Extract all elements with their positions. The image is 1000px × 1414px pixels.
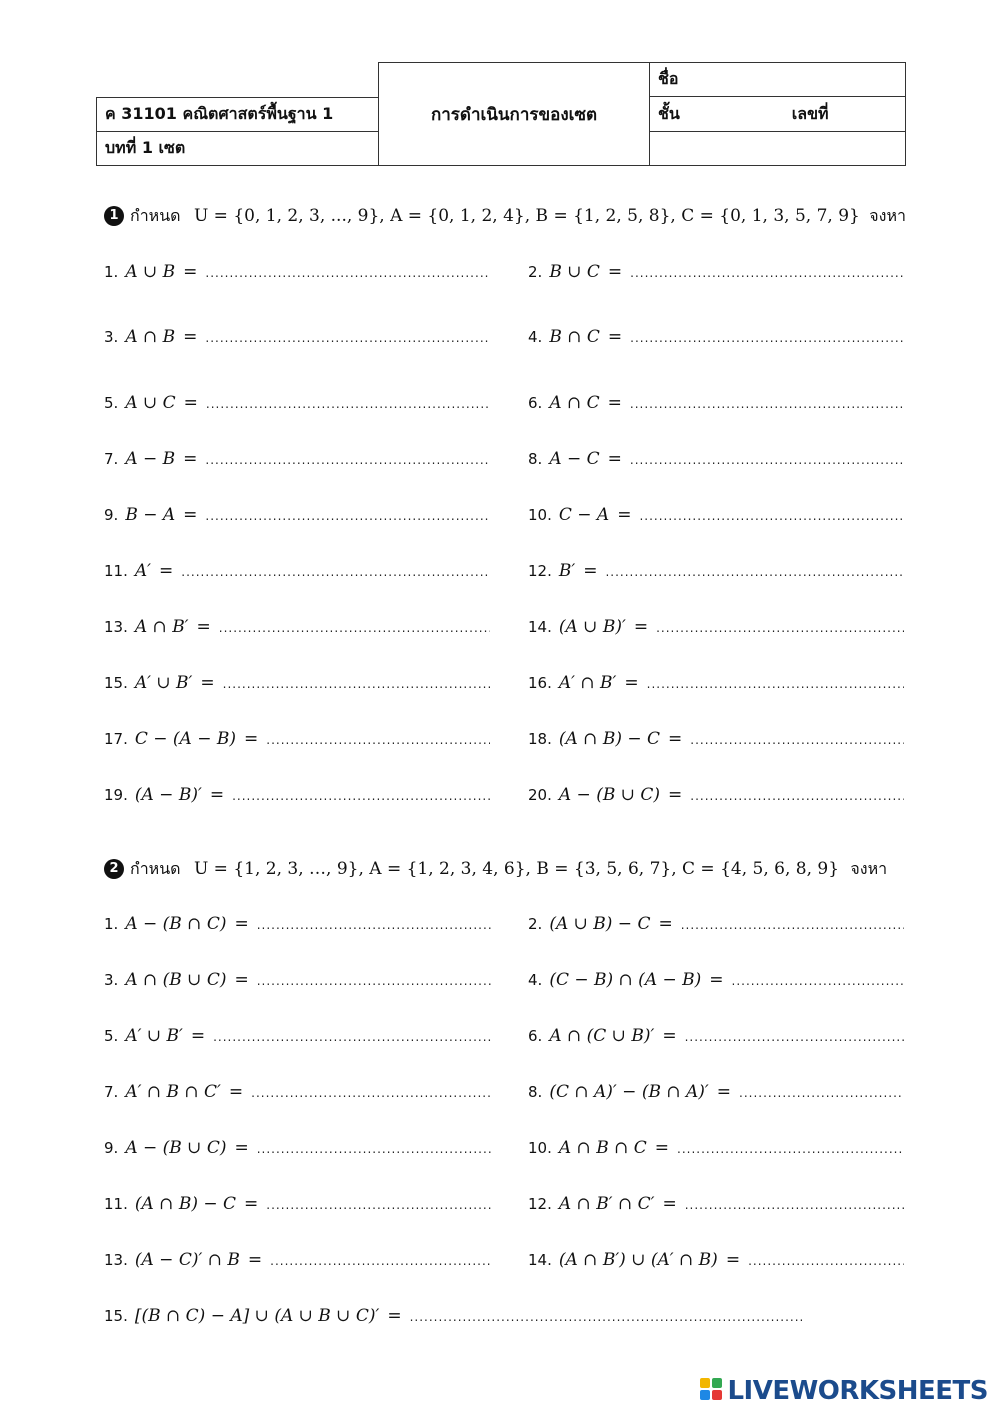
section2-intro: กำหนด [130, 859, 181, 878]
equals-sign: = [725, 1250, 741, 1270]
question-expression: A ∩ (B ∪ C) [125, 970, 227, 990]
question-row [104, 1138, 492, 1162]
question-row [528, 327, 904, 351]
question-expression: A′ [134, 561, 151, 581]
question-expression: (A ∪ B)′ [558, 617, 626, 637]
question-row [104, 327, 490, 351]
question-expression: B ∪ C [549, 262, 600, 282]
question-number: 5. [104, 1027, 119, 1045]
question-expression: A′ ∪ B′ [125, 1026, 183, 1046]
question-number: 12. [528, 1195, 552, 1213]
header-table [96, 62, 906, 166]
question-row [104, 1306, 802, 1330]
question-expression: A′ ∪ B′ [134, 673, 193, 693]
question-number: 8. [528, 450, 543, 468]
equals-sign: = [196, 617, 211, 637]
answer-input[interactable] [732, 972, 904, 990]
answer-input[interactable] [630, 329, 904, 347]
equals-sign: = [668, 785, 683, 805]
question-expression: A − C [549, 449, 600, 469]
question-number: 10. [528, 1139, 552, 1157]
answer-input[interactable] [639, 507, 904, 525]
answer-input[interactable] [257, 1140, 492, 1158]
section2-definition: U = {1, 2, 3, …, 9}, A = {1, 2, 3, 4, 6}, B = {3, 5, 6, 7}, C = {4, 5, 6, 8, 9} [193, 859, 840, 879]
question-number: 18. [528, 730, 552, 748]
equals-sign: = [607, 393, 622, 413]
question-expression: A′ ∩ B ∩ C′ [125, 1082, 221, 1102]
question-row [104, 1082, 492, 1106]
logo-mark-icon [700, 1378, 724, 1404]
question-row [528, 617, 904, 641]
question-number: 11. [104, 562, 128, 580]
section1-outro: จงหา [869, 206, 906, 225]
question-expression: A − (B ∩ C) [125, 914, 227, 934]
class-number-cell [649, 96, 906, 132]
equals-sign: = [607, 327, 623, 347]
question-number: 19. [104, 786, 128, 804]
question-row [104, 1194, 492, 1218]
answer-input[interactable] [630, 395, 904, 413]
section2-bullet: 2 [104, 859, 124, 879]
question-expression: A − (B ∪ C) [558, 785, 661, 805]
equals-sign: = [668, 729, 683, 749]
answer-input[interactable] [206, 395, 490, 413]
question-row [528, 1138, 904, 1162]
answer-input[interactable] [410, 1308, 802, 1326]
equals-sign: = [244, 1194, 259, 1214]
question-row [104, 673, 490, 697]
question-expression: (A ∩ B′) ∪ (A′ ∩ B) [558, 1250, 718, 1270]
topic-cell: การดำเนินการของเซต [378, 62, 650, 166]
answer-input[interactable] [232, 787, 490, 805]
answer-input[interactable] [223, 675, 490, 693]
answer-input[interactable] [739, 1084, 904, 1102]
question-row [104, 729, 490, 753]
answer-input[interactable] [605, 563, 904, 581]
question-expression: A ∩ B ∩ C [558, 1138, 647, 1158]
answer-input[interactable] [251, 1084, 492, 1102]
section1-definition: U = {0, 1, 2, 3, ..., 9}, A = {0, 1, 2, 4}, B = {1, 2, 5, 8}, C = {0, 1, 3, 5, 7, 9} [193, 206, 860, 226]
question-row [104, 970, 492, 994]
question-row [528, 1194, 904, 1218]
name-cell [649, 62, 906, 97]
section2-outro: จงหา [850, 859, 888, 878]
question-row [104, 785, 490, 809]
question-row [528, 1082, 904, 1106]
question-expression: A ∩ B [125, 327, 176, 347]
answer-input[interactable] [266, 731, 490, 749]
question-number: 13. [104, 618, 128, 636]
answer-input[interactable] [647, 675, 904, 693]
question-number: 6. [528, 394, 543, 412]
equals-sign: = [247, 1250, 263, 1270]
question-number: 7. [104, 450, 119, 468]
equals-sign: = [607, 262, 623, 282]
question-row [528, 1250, 904, 1274]
section1-bullet: 1 [104, 206, 124, 226]
question-row [528, 449, 904, 473]
answer-input[interactable] [270, 1252, 492, 1270]
equals-sign: = [183, 262, 198, 282]
equals-sign: = [183, 393, 198, 413]
equals-sign: = [234, 970, 249, 990]
question-row [528, 914, 904, 938]
question-number: 4. [528, 328, 543, 346]
answer-input[interactable] [690, 787, 904, 805]
question-row [104, 1026, 492, 1050]
question-number: 6. [528, 1027, 543, 1045]
question-expression: C − A [558, 505, 610, 525]
question-number: 8. [528, 1083, 543, 1101]
question-row [104, 393, 490, 417]
question-row [104, 1250, 492, 1274]
equals-sign: = [633, 617, 649, 637]
answer-input[interactable] [181, 563, 490, 581]
question-row [528, 785, 904, 809]
equals-sign: = [387, 1306, 402, 1326]
question-expression: A ∩ C [549, 393, 600, 413]
question-expression: A ∪ B [125, 262, 176, 282]
question-number: 1. [104, 915, 119, 933]
equals-sign: = [583, 561, 598, 581]
answer-input[interactable] [205, 507, 490, 525]
liveworksheets-logo [700, 1376, 988, 1406]
answer-input[interactable] [685, 1028, 904, 1046]
question-number: 15. [104, 674, 128, 692]
answer-input[interactable] [681, 916, 904, 934]
logo-text: LIVEWORKSHEETS [727, 1376, 988, 1406]
question-number: 7. [104, 1083, 119, 1101]
question-row [528, 262, 904, 286]
answer-input[interactable] [630, 451, 904, 469]
question-row [104, 449, 490, 473]
question-row [528, 729, 904, 753]
question-number: 9. [104, 1139, 119, 1157]
question-number: 14. [528, 1251, 552, 1269]
equals-sign: = [624, 673, 639, 693]
question-number: 3. [104, 328, 119, 346]
question-number: 13. [104, 1251, 128, 1269]
course-cell: ค 31101 คณิตศาสตร์พื้นฐาน 1 [96, 97, 379, 132]
question-row [528, 1026, 904, 1050]
answer-input[interactable] [213, 1028, 492, 1046]
question-row [528, 673, 904, 697]
question-expression: (C ∩ A)′ − (B ∩ A)′ [549, 1082, 709, 1102]
name-label: ชื่อ [658, 69, 679, 88]
answer-input[interactable] [205, 264, 490, 282]
question-number: 14. [528, 618, 552, 636]
section1-intro: กำหนด [130, 206, 181, 225]
question-number: 4. [528, 971, 543, 989]
question-row [104, 914, 492, 938]
question-number: 10. [528, 506, 552, 524]
question-expression: A − B [125, 449, 176, 469]
question-row [104, 617, 490, 641]
question-number: 3. [104, 971, 119, 989]
question-expression: (A ∪ B) − C [549, 914, 651, 934]
answer-input[interactable] [266, 1196, 492, 1214]
blank-cell [649, 131, 906, 166]
chapter-cell: บทที่ 1 เซต [96, 131, 379, 166]
question-row [104, 262, 490, 286]
section1-title [104, 204, 906, 229]
class-label: ชั้น [658, 103, 680, 123]
question-number: 2. [528, 263, 543, 281]
answer-input[interactable] [685, 1196, 904, 1214]
question-number: 2. [528, 915, 543, 933]
question-expression: (A − C)′ ∩ B [134, 1250, 240, 1270]
question-number: 12. [528, 562, 552, 580]
question-number: 17. [104, 730, 128, 748]
equals-sign: = [190, 1026, 206, 1046]
number-label: เลขที่ [791, 103, 829, 123]
equals-sign: = [228, 1082, 244, 1102]
question-row [528, 970, 904, 994]
equals-sign: = [662, 1194, 677, 1214]
question-number: 5. [104, 394, 119, 412]
equals-sign: = [183, 505, 198, 525]
question-expression: (C − B) ∩ (A − B) [549, 970, 702, 990]
question-expression: (A ∩ B) − C [134, 1194, 237, 1214]
equals-sign: = [709, 970, 724, 990]
question-expression: (A ∩ B) − C [558, 729, 661, 749]
question-number: 11. [104, 1195, 128, 1213]
question-row [528, 505, 904, 529]
answer-input[interactable] [656, 619, 904, 637]
question-expression: [(B ∩ C) − A] ∪ (A ∪ B ∪ C)′ [134, 1306, 380, 1326]
equals-sign: = [200, 673, 215, 693]
equals-sign: = [654, 1138, 669, 1158]
question-number: 1. [104, 263, 119, 281]
question-expression: A ∩ (C ∪ B)′ [549, 1026, 655, 1046]
question-expression: A′ ∩ B′ [558, 673, 617, 693]
equals-sign: = [662, 1026, 677, 1046]
section2-title [104, 857, 887, 882]
question-number: 16. [528, 674, 552, 692]
answer-input[interactable] [257, 916, 492, 934]
question-expression: B ∩ C [549, 327, 600, 347]
equals-sign: = [159, 561, 174, 581]
equals-sign: = [183, 449, 198, 469]
question-row [528, 393, 904, 417]
equals-sign: = [234, 1138, 249, 1158]
equals-sign: = [209, 785, 225, 805]
equals-sign: = [658, 914, 673, 934]
question-row [528, 561, 904, 585]
equals-sign: = [607, 449, 622, 469]
question-number: 9. [104, 506, 119, 524]
question-number: 15. [104, 1307, 128, 1325]
question-row [104, 505, 490, 529]
answer-input[interactable] [205, 451, 490, 469]
question-expression: C − (A − B) [134, 729, 237, 749]
answer-input[interactable] [257, 972, 492, 990]
equals-sign: = [244, 729, 259, 749]
answer-input[interactable] [690, 731, 904, 749]
equals-sign: = [617, 505, 632, 525]
question-expression: (A − B)′ [134, 785, 202, 805]
answer-input[interactable] [205, 329, 490, 347]
question-number: 20. [528, 786, 552, 804]
question-expression: B′ [558, 561, 576, 581]
question-expression: A ∪ C [125, 393, 176, 413]
question-expression: A ∩ B′ ∩ C′ [558, 1194, 655, 1214]
equals-sign: = [183, 327, 198, 347]
answer-input[interactable] [677, 1140, 904, 1158]
answer-input[interactable] [630, 264, 904, 282]
answer-input[interactable] [748, 1252, 904, 1270]
answer-input[interactable] [219, 619, 490, 637]
equals-sign: = [234, 914, 249, 934]
equals-sign: = [716, 1082, 732, 1102]
question-row [104, 561, 490, 585]
question-expression: A − (B ∪ C) [125, 1138, 227, 1158]
question-expression: A ∩ B′ [134, 617, 189, 637]
question-expression: B − A [125, 505, 176, 525]
